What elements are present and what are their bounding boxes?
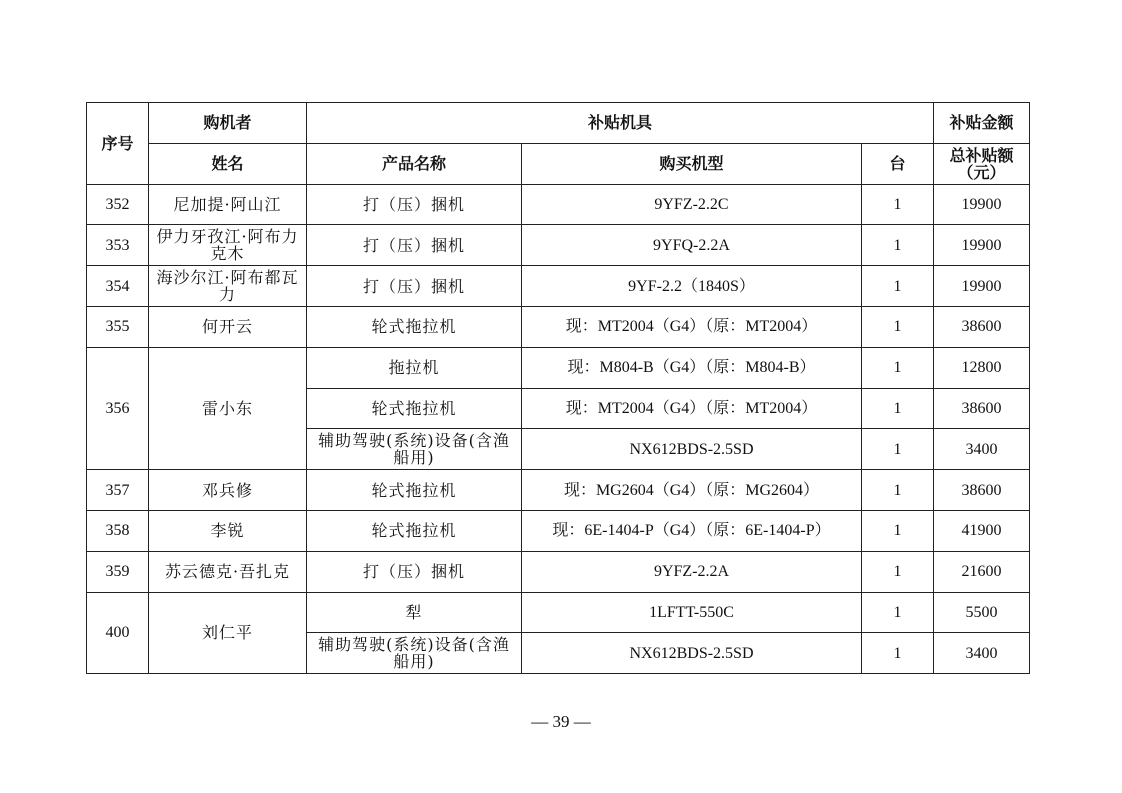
row-amount: 41900 xyxy=(934,510,1030,551)
header-machine: 补贴机具 xyxy=(307,103,934,144)
subsidy-table xyxy=(86,102,1030,674)
header-product: 产品名称 xyxy=(307,143,522,184)
header-seq: 序号 xyxy=(87,103,149,185)
row-seq: 359 xyxy=(87,551,149,592)
row-model: 9YFZ-2.2A xyxy=(522,551,862,592)
row-amount: 3400 xyxy=(934,633,1030,674)
header-buyer: 购机者 xyxy=(149,103,307,144)
row-qty: 1 xyxy=(862,592,934,633)
row-name: 李锐 xyxy=(149,510,307,551)
row-name: 刘仁平 xyxy=(149,592,307,674)
row-amount: 19900 xyxy=(934,184,1030,225)
row-qty: 1 xyxy=(862,470,934,511)
header-total-line1: 总补贴额 xyxy=(949,145,1014,165)
header-subsidy: 补贴金额 xyxy=(934,103,1030,144)
row-amount: 21600 xyxy=(934,551,1030,592)
row-product: 轮式拖拉机 xyxy=(307,470,522,511)
row-model: 1LFTT-550C xyxy=(522,592,862,633)
page-number: — 39 — xyxy=(531,712,591,731)
row-seq: 353 xyxy=(87,225,149,266)
row-product: 打（压）捆机 xyxy=(307,266,522,307)
row-qty: 1 xyxy=(862,551,934,592)
row-name: 雷小东 xyxy=(149,347,307,469)
row-name: 尼加提·阿山江 xyxy=(149,184,307,225)
row-seq: 354 xyxy=(87,266,149,307)
table-row xyxy=(87,510,1030,551)
row-product: 辅助驾驶(系统)设备(含渔船用) xyxy=(307,429,522,470)
table-row xyxy=(87,470,1030,511)
row-product: 打（压）捆机 xyxy=(307,551,522,592)
row-qty: 1 xyxy=(862,510,934,551)
row-qty: 1 xyxy=(862,347,934,388)
row-amount: 19900 xyxy=(934,225,1030,266)
header-name: 姓名 xyxy=(149,143,307,184)
row-model: 现：M804-B（G4）（原：M804-B） xyxy=(522,347,862,388)
row-product: 拖拉机 xyxy=(307,347,522,388)
row-seq: 357 xyxy=(87,470,149,511)
table-row xyxy=(87,266,1030,307)
row-seq: 356 xyxy=(87,347,149,469)
row-name: 海沙尔江·阿布都瓦力 xyxy=(149,266,307,307)
row-amount: 12800 xyxy=(934,347,1030,388)
row-amount: 38600 xyxy=(934,470,1030,511)
row-qty: 1 xyxy=(862,225,934,266)
row-seq: 352 xyxy=(87,184,149,225)
row-amount: 3400 xyxy=(934,429,1030,470)
row-model: 9YFQ-2.2A xyxy=(522,225,862,266)
row-model: 现：MT2004（G4）（原：MT2004） xyxy=(522,306,862,347)
row-seq: 355 xyxy=(87,306,149,347)
header-row-2 xyxy=(87,143,1030,184)
row-seq: 358 xyxy=(87,510,149,551)
row-product: 犁 xyxy=(307,592,522,633)
header-unit: 台 xyxy=(862,143,934,184)
row-name: 伊力牙孜江·阿布力克木 xyxy=(149,225,307,266)
table-row xyxy=(87,592,1030,633)
table-row xyxy=(87,184,1030,225)
table-row xyxy=(87,551,1030,592)
table-row xyxy=(87,306,1030,347)
row-product: 轮式拖拉机 xyxy=(307,510,522,551)
row-qty: 1 xyxy=(862,633,934,674)
row-qty: 1 xyxy=(862,388,934,429)
row-model: NX612BDS-2.5SD xyxy=(522,429,862,470)
row-seq: 400 xyxy=(87,592,149,674)
table-row xyxy=(87,347,1030,388)
row-model: 现：MG2604（G4）（原：MG2604） xyxy=(522,470,862,511)
row-product: 打（压）捆机 xyxy=(307,225,522,266)
header-total-line2: （元） xyxy=(957,162,1006,182)
row-amount: 19900 xyxy=(934,266,1030,307)
row-name: 何开云 xyxy=(149,306,307,347)
row-product: 轮式拖拉机 xyxy=(307,306,522,347)
header-row-1 xyxy=(87,103,1030,144)
row-qty: 1 xyxy=(862,266,934,307)
row-qty: 1 xyxy=(862,306,934,347)
row-qty: 1 xyxy=(862,184,934,225)
row-model: 现：MT2004（G4）（原：MT2004） xyxy=(522,388,862,429)
row-product: 打（压）捆机 xyxy=(307,184,522,225)
row-model: 现：6E-1404-P（G4）（原：6E-1404-P） xyxy=(522,510,862,551)
row-model: 9YF-2.2（1840S） xyxy=(522,266,862,307)
row-name: 邓兵修 xyxy=(149,470,307,511)
header-model: 购买机型 xyxy=(522,143,862,184)
row-name: 苏云德克·吾扎克 xyxy=(149,551,307,592)
table-row xyxy=(87,225,1030,266)
row-qty: 1 xyxy=(862,429,934,470)
row-amount: 38600 xyxy=(934,388,1030,429)
header-total xyxy=(934,143,1030,184)
row-product: 辅助驾驶(系统)设备(含渔船用) xyxy=(307,633,522,674)
row-amount: 38600 xyxy=(934,306,1030,347)
row-product: 轮式拖拉机 xyxy=(307,388,522,429)
row-model: 9YFZ-2.2C xyxy=(522,184,862,225)
row-model: NX612BDS-2.5SD xyxy=(522,633,862,674)
row-amount: 5500 xyxy=(934,592,1030,633)
